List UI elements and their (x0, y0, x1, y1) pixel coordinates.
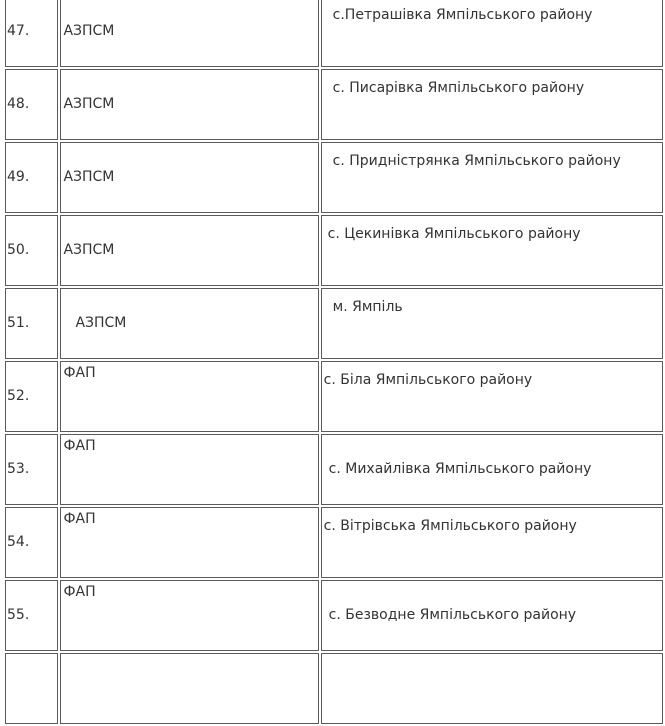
row-number: 48. (7, 96, 30, 112)
facility-type: ФАП (63, 365, 96, 381)
table-row (5, 215, 663, 286)
row-number-cell (5, 580, 58, 651)
facility-type: АЗПСМ (63, 96, 115, 112)
row-number: 53. (7, 461, 30, 477)
location: с. Вітрівська Ямпільського району (323, 518, 577, 534)
location-cell (321, 215, 663, 286)
location: с. Писарівка Ямпільського району (332, 80, 585, 96)
facility-type: ФАП (63, 438, 96, 454)
table-row (5, 69, 663, 140)
table-row (5, 0, 663, 67)
row-number: 52. (7, 388, 30, 404)
facility-type-cell (60, 0, 318, 67)
facility-type: АЗПСМ (63, 169, 115, 185)
table-row (5, 142, 663, 213)
row-number-cell (5, 507, 58, 578)
row-number: 50. (7, 242, 30, 258)
location-cell (321, 361, 663, 432)
row-number: 49. (7, 169, 30, 185)
row-number-cell (5, 0, 58, 67)
row-number-cell (5, 215, 58, 286)
table-row (5, 580, 663, 651)
table-row (5, 434, 663, 505)
facilities-table (3, 0, 665, 726)
location: с.Петрашівка Ямпільського району (332, 7, 593, 23)
table-row (5, 653, 663, 724)
facility-type-cell (60, 434, 318, 505)
table-row (5, 361, 663, 432)
table-row (5, 288, 663, 359)
location-cell (321, 69, 663, 140)
location-cell (321, 580, 663, 651)
row-number-cell (5, 288, 58, 359)
facility-type-cell (60, 69, 318, 140)
facility-type: ФАП (63, 584, 96, 600)
location: с. Придністрянка Ямпільського району (332, 153, 621, 169)
location-cell (321, 0, 663, 67)
facility-type: ФАП (63, 511, 96, 527)
row-number-cell (5, 434, 58, 505)
table-row (5, 507, 663, 578)
facility-type-cell (60, 215, 318, 286)
location: с. Цекинівка Ямпільського району (327, 226, 581, 242)
location-cell (321, 653, 663, 724)
row-number: 51. (7, 315, 30, 331)
facility-type-cell (60, 288, 318, 359)
location: с. Біла Ямпільського району (323, 372, 533, 388)
row-number: 54. (7, 534, 30, 550)
location: м. Ямпіль (332, 299, 403, 315)
row-number: 47. (7, 23, 30, 39)
row-number-cell (5, 142, 58, 213)
facility-type-cell (60, 507, 318, 578)
location: с. Безводне Ямпільського району (328, 607, 577, 623)
facility-type: АЗПСМ (63, 242, 115, 258)
location-cell (321, 142, 663, 213)
facility-type-cell (60, 142, 318, 213)
location-cell (321, 434, 663, 505)
location: с. Михайлівка Ямпільського району (328, 461, 592, 477)
row-number-cell (5, 653, 58, 724)
location-cell (321, 507, 663, 578)
row-number-cell (5, 69, 58, 140)
facility-type-cell (60, 653, 318, 724)
row-number-cell (5, 361, 58, 432)
facility-type-cell (60, 361, 318, 432)
location-cell (321, 288, 663, 359)
facility-type: АЗПСМ (63, 23, 115, 39)
facility-type-cell (60, 580, 318, 651)
facility-type: АЗПСМ (75, 315, 127, 331)
row-number: 55. (7, 607, 30, 623)
